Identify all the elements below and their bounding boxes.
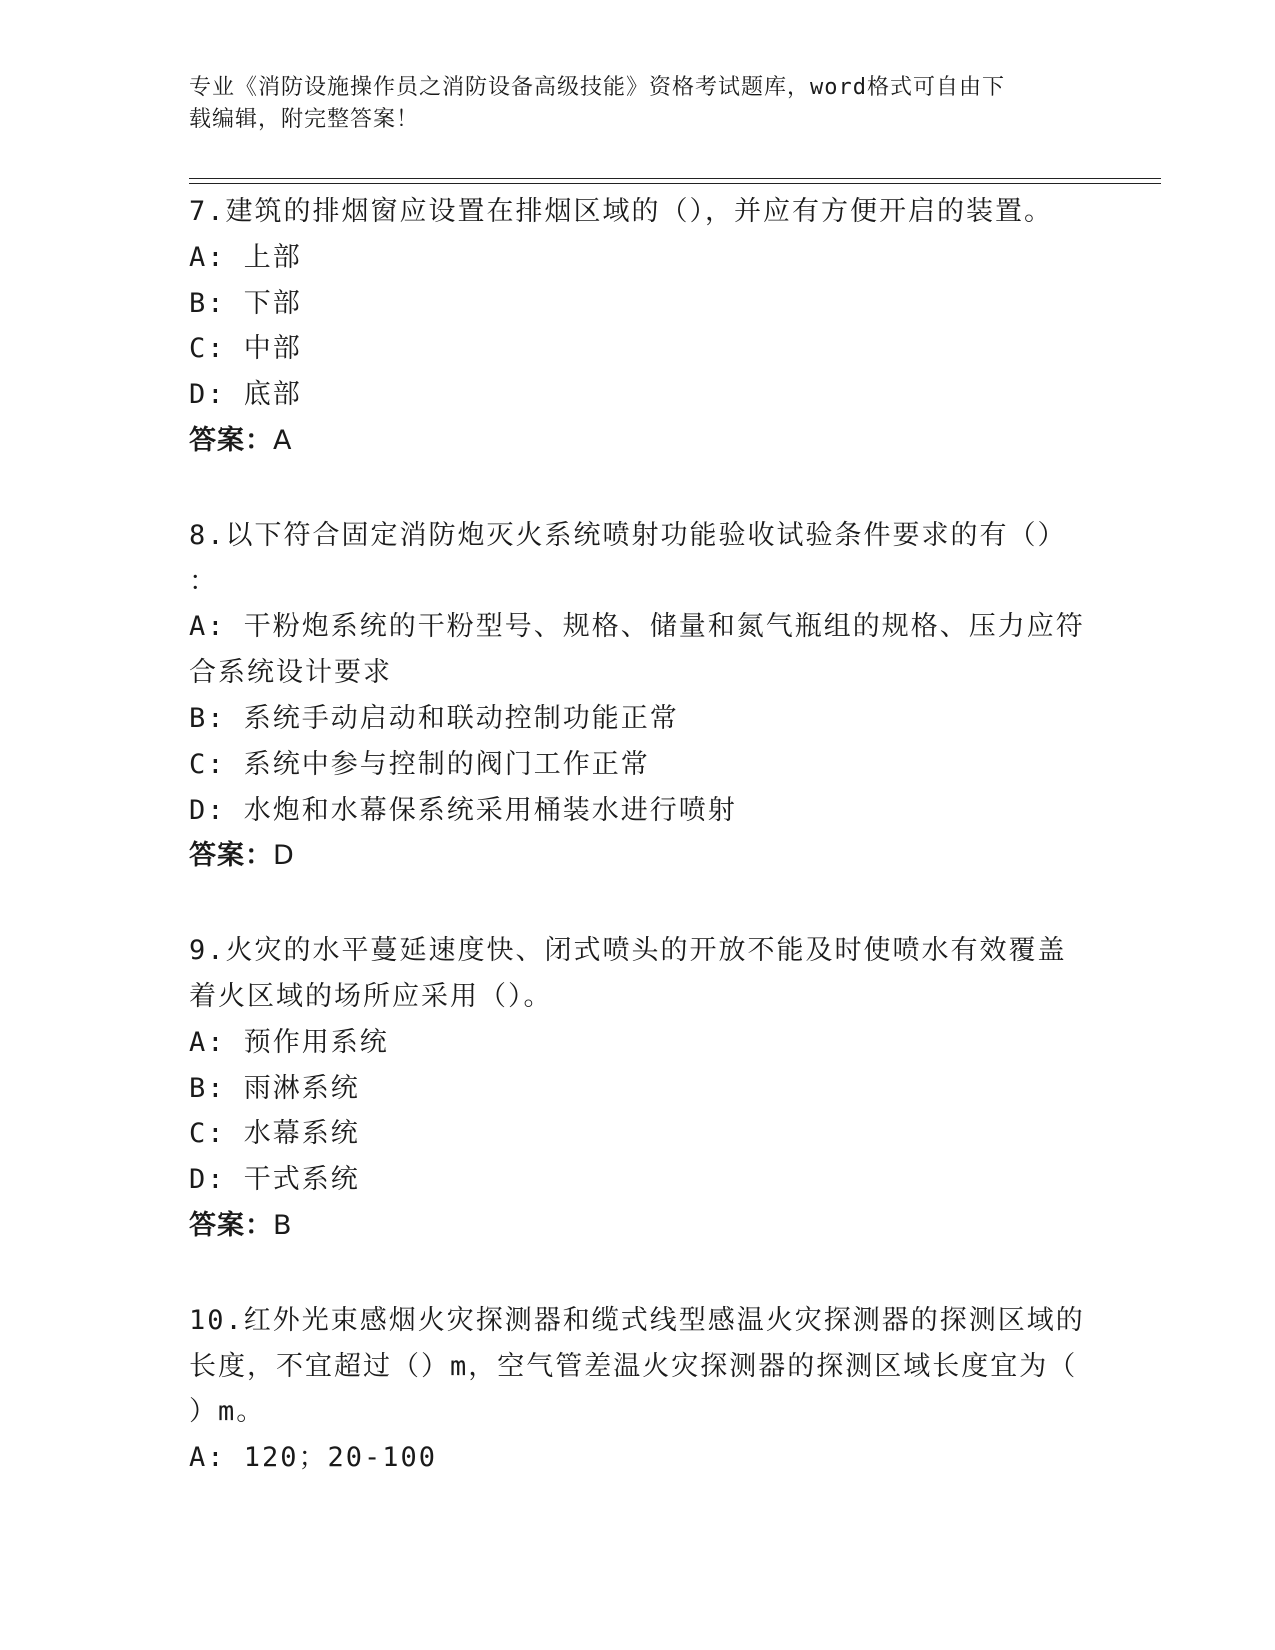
document-header bbox=[189, 72, 1089, 136]
question-stem: 9.火灾的水平蔓延速度快、闭式喷头的开放不能及时使喷水有效覆盖 bbox=[189, 935, 1067, 967]
header-rule-bottom bbox=[189, 183, 1161, 184]
option-a-continued: 合系统设计要求 bbox=[189, 657, 392, 689]
question-stem-continued: 着火区域的场所应采用（）。 bbox=[189, 980, 553, 1012]
option-a: A: 120；20-100 bbox=[189, 1442, 438, 1474]
option-a: A: 干粉炮系统的干粉型号、规格、储量和氮气瓶组的规格、压力应符 bbox=[189, 611, 1085, 643]
answer-value: B bbox=[273, 1209, 293, 1241]
option-d: D: 水炮和水幕保系统采用桶装水进行喷射 bbox=[189, 794, 737, 826]
question-list bbox=[189, 189, 1089, 1530]
header-line-2: 载编辑，附完整答案！ bbox=[189, 107, 420, 132]
question-8 bbox=[189, 513, 1089, 879]
option-c: C: 系统中参与控制的阀门工作正常 bbox=[189, 748, 650, 780]
question-stem: 7.建筑的排烟窗应设置在排烟区域的（），并应有方便开启的装置。 bbox=[189, 196, 1054, 227]
answer-value: A bbox=[273, 424, 293, 456]
option-b: B: 系统手动启动和联动控制功能正常 bbox=[189, 702, 679, 734]
answer-label: 答案： bbox=[189, 840, 273, 872]
answer-line bbox=[189, 1203, 1089, 1249]
answer-label: 答案： bbox=[189, 1209, 273, 1241]
question-stem: 10.红外光束感烟火灾探测器和缆式线型感温火灾探测器的探测区域的 bbox=[189, 1304, 1085, 1336]
option-b: B: 下部 bbox=[189, 287, 302, 319]
answer-label: 答案： bbox=[189, 424, 273, 456]
question-10 bbox=[189, 1298, 1089, 1481]
option-d: D: 干式系统 bbox=[189, 1164, 360, 1196]
header-line-1: 专业《消防设施操作员之消防设备高级技能》资格考试题库，word格式可自由下 bbox=[189, 75, 1005, 100]
option-c: C: 中部 bbox=[189, 333, 302, 365]
question-stem-continued: ： bbox=[189, 565, 218, 597]
option-a: A: 预作用系统 bbox=[189, 1026, 389, 1058]
option-c: C: 水幕系统 bbox=[189, 1118, 360, 1150]
question-stem: 8.以下符合固定消防炮灭火系统喷射功能验收试验条件要求的有（） bbox=[189, 519, 1067, 551]
option-b: B: 雨淋系统 bbox=[189, 1072, 360, 1104]
question-stem-continued-2: ）m。 bbox=[189, 1396, 266, 1428]
answer-value: D bbox=[273, 840, 295, 872]
option-d: D: 底部 bbox=[189, 379, 302, 411]
question-9 bbox=[189, 928, 1089, 1249]
answer-line bbox=[189, 833, 1089, 879]
option-a: A: 上部 bbox=[189, 241, 302, 273]
question-7 bbox=[189, 189, 1089, 464]
answer-line bbox=[189, 418, 1089, 464]
header-rule-top bbox=[189, 178, 1161, 179]
question-stem-continued: 长度，不宜超过（）m，空气管差温火灾探测器的探测区域长度宜为（ bbox=[189, 1350, 1078, 1382]
